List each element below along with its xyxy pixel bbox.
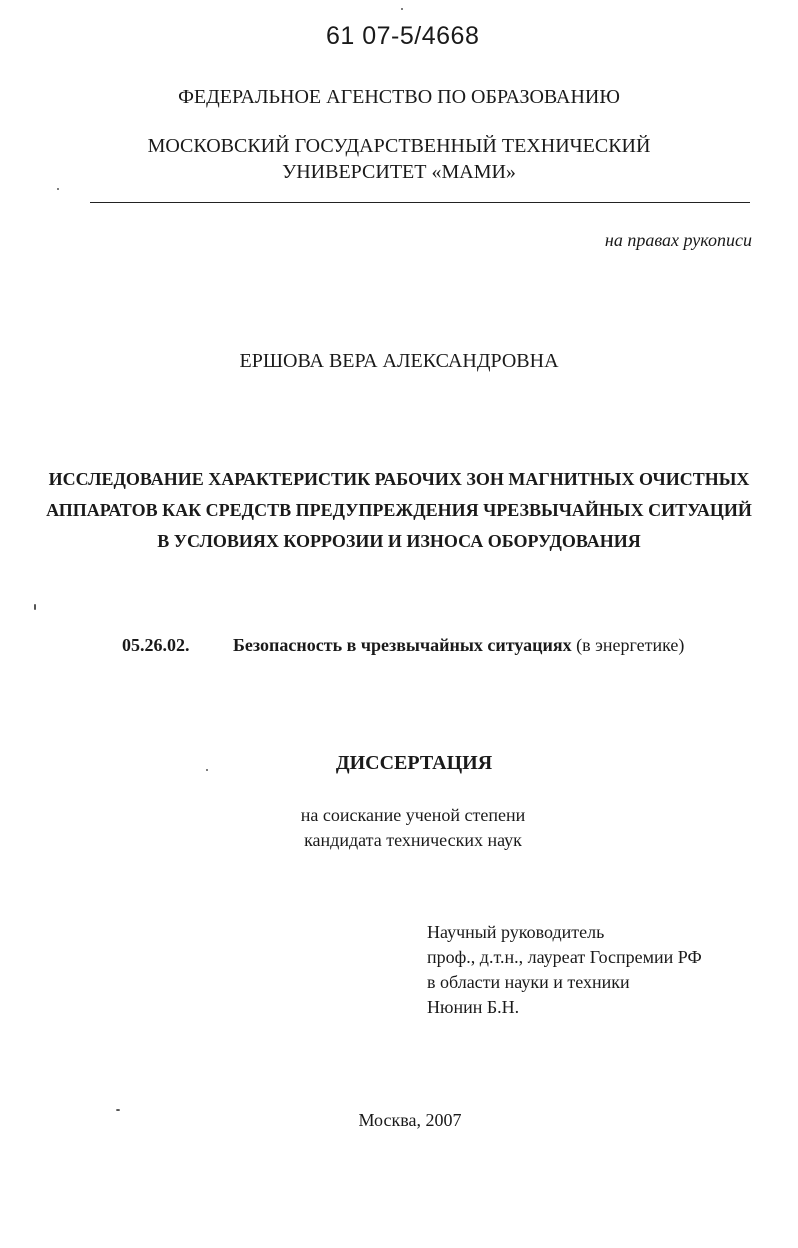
title-line-2: АППАРАТОВ КАК СРЕДСТВ ПРЕДУПРЕЖДЕНИЯ ЧРЕЗВЫЧАЙНЫХ СИТУАЦИЙ [46, 500, 752, 520]
scan-speck [401, 8, 403, 10]
document-type: ДИССЕРТАЦИЯ [335, 752, 493, 774]
degree-line-2: кандидата технических наук [304, 830, 522, 850]
agency-name: ФЕДЕРАЛЬНОЕ АГЕНСТВО ПО ОБРАЗОВАНИЮ [178, 86, 620, 108]
supervisor-line-1: Научный руководитель [427, 922, 605, 942]
supervisor-line-3: в области науки и техники [427, 972, 630, 992]
specialty-code: 05.26.02. [122, 635, 190, 655]
scan-speck [34, 604, 36, 610]
specialty-qualifier: (в энергетике) [576, 635, 685, 655]
degree-line-1: на соискание ученой степени [300, 805, 526, 825]
scan-speck [57, 188, 59, 190]
scan-speck [206, 769, 208, 771]
university-line-1: МОСКОВСКИЙ ГОСУДАРСТВЕННЫЙ ТЕХНИЧЕСКИЙ [147, 135, 651, 157]
header-divider [90, 202, 750, 203]
place-and-year: Москва, 2007 [358, 1110, 462, 1130]
university-name [0, 133, 798, 185]
archive-stamp-number: 61 07-5/4668 [326, 22, 480, 50]
specialty-name-text: Безопасность в чрезвычайных ситуациях [233, 635, 572, 655]
title-line-3: В УСЛОВИЯХ КОРРОЗИИ И ИЗНОСА ОБОРУДОВАНИЯ [157, 531, 641, 551]
title-line-1: ИССЛЕДОВАНИЕ ХАРАКТЕРИСТИК РАБОЧИХ ЗОН МАГНИТНЫХ ОЧИСТНЫХ [48, 469, 750, 489]
supervisor-line-2: проф., д.т.н., лауреат Госпремии РФ [427, 947, 702, 967]
university-line-2: УНИВЕРСИТЕТ «МАМИ» [282, 161, 516, 183]
degree-statement [0, 803, 798, 853]
rights-note: на правах рукописи [604, 230, 752, 250]
dissertation-title [0, 464, 798, 557]
supervisor-line-4: Нюнин Б.Н. [427, 997, 520, 1017]
scan-speck [116, 1109, 120, 1111]
author-name: ЕРШОВА ВЕРА АЛЕКСАНДРОВНА [239, 350, 559, 372]
supervisor-block [427, 920, 702, 1020]
specialty-name [233, 635, 684, 656]
